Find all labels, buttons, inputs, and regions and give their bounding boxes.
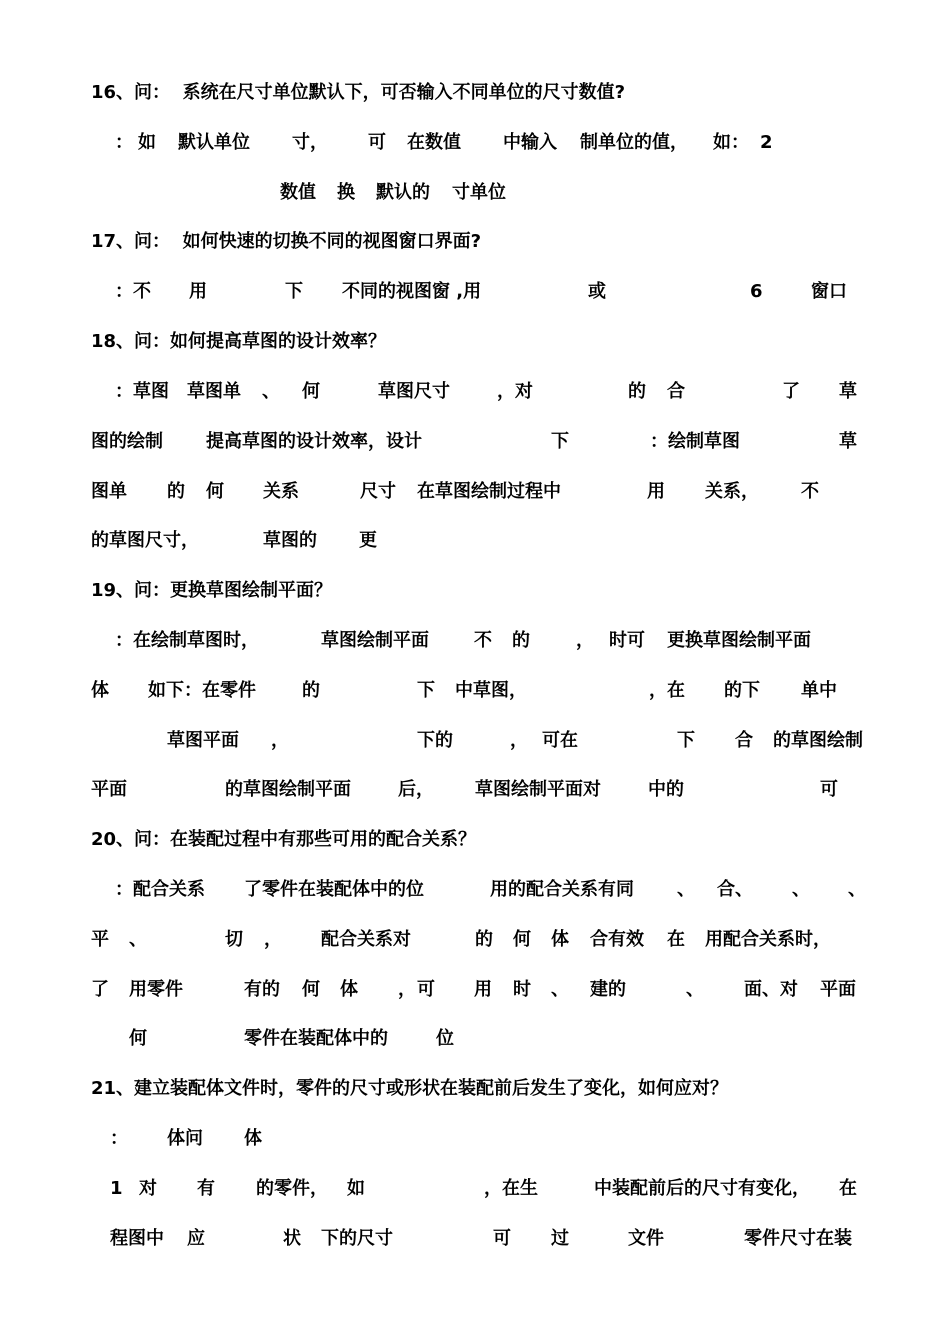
text-segment: 有 — [197, 1178, 215, 1199]
text-segment: 不 — [474, 630, 492, 651]
text-segment: 关系， — [705, 481, 759, 502]
text-segment: 图单 — [91, 481, 127, 502]
text-line-a19-2 — [0, 677, 950, 705]
text-segment: ：不 — [115, 281, 151, 302]
text-segment: 单中 — [801, 680, 837, 701]
text-segment: 零件在装配体中的 — [244, 1028, 388, 1049]
text-segment: 的 — [475, 929, 493, 950]
text-segment: 如 — [347, 1178, 365, 1199]
text-segment: 尺寸 — [360, 481, 396, 502]
text-segment: 、 — [848, 879, 866, 900]
text-segment: 在数值 — [407, 132, 461, 153]
text-segment: 配合关系对 — [321, 929, 411, 950]
text-line-a21-1 — [0, 1125, 950, 1153]
text-segment: 下的 — [417, 730, 453, 751]
text-segment: 在 — [839, 1178, 857, 1199]
text-line-q17 — [0, 228, 950, 256]
text-segment: 的零件， — [256, 1178, 328, 1199]
text-segment: 图的绘制 — [91, 431, 163, 452]
text-segment: 、 — [792, 879, 810, 900]
text-line-a21-2 — [0, 1175, 950, 1203]
text-segment: 中输入 — [503, 132, 557, 153]
text-segment: ：在绘制草图时， — [115, 630, 259, 651]
text-segment: 草图绘制平面对 — [475, 779, 601, 800]
text-segment: 何 — [302, 381, 320, 402]
text-segment: 后， — [398, 779, 434, 800]
text-segment: 时 — [513, 979, 531, 1000]
text-segment: 不同的视图窗 ,用 — [342, 281, 482, 302]
text-segment: 合、 — [717, 879, 753, 900]
text-segment: 面、对 — [744, 979, 798, 1000]
text-line-q20 — [0, 826, 950, 854]
text-segment: 平 — [91, 929, 109, 950]
text-segment: 、 — [551, 979, 569, 1000]
text-segment: 平面 — [91, 779, 127, 800]
text-segment: 体问 — [167, 1128, 203, 1149]
text-segment: ，对 — [497, 381, 533, 402]
text-segment: 中的 — [648, 779, 684, 800]
text-segment: 的草图绘制 — [773, 730, 863, 751]
text-segment: 的 — [628, 381, 646, 402]
text-segment: 数值 — [280, 182, 316, 203]
text-segment: 可 — [368, 132, 386, 153]
text-segment: 有的 — [244, 979, 280, 1000]
text-segment: 6 — [750, 281, 763, 302]
text-segment: 、 — [686, 979, 704, 1000]
text-segment: ，在生 — [484, 1178, 538, 1199]
text-segment: 、 — [129, 929, 147, 950]
text-segment: 合有效 — [590, 929, 644, 950]
text-segment: 21、建立装配体文件时，零件的尺寸或形状在装配前后发生了变化，如何应对？ — [91, 1078, 729, 1099]
text-segment: 过 — [551, 1228, 569, 1249]
text-line-a20-3 — [0, 976, 950, 1004]
text-segment: 草图的 — [263, 530, 317, 551]
text-segment: 、 — [677, 879, 695, 900]
text-line-a17-1 — [0, 278, 950, 306]
text-segment: 在草图绘制过程中 — [417, 481, 561, 502]
text-segment: 如： — [713, 132, 749, 153]
text-segment: ， — [271, 730, 289, 751]
text-segment: 程图中 — [110, 1228, 164, 1249]
text-line-a19-4 — [0, 776, 950, 804]
text-segment: 默认的 — [376, 182, 430, 203]
text-segment: 建的 — [590, 979, 626, 1000]
text-segment: 更 — [359, 530, 377, 551]
text-segment: 的 — [302, 680, 320, 701]
text-segment: 草图绘制平面 — [321, 630, 429, 651]
text-line-a19-3 — [0, 727, 950, 755]
text-segment: 16、问： 系统在尺寸单位默认下，可否输入不同单位的尺寸数值? — [91, 82, 626, 103]
text-line-a20-1 — [0, 876, 950, 904]
text-segment: 可在 — [542, 730, 578, 751]
text-segment: 了零件在装配体中的位 — [244, 879, 424, 900]
text-segment: 草图平面 — [167, 730, 239, 751]
text-segment: 体 — [91, 680, 109, 701]
text-segment: 平面 — [820, 979, 856, 1000]
text-segment: 17、问： 如何快速的切换不同的视图窗口界面? — [91, 231, 482, 252]
text-segment: 位 — [436, 1028, 454, 1049]
text-segment: 体 — [244, 1128, 262, 1149]
text-segment: 1 — [110, 1178, 123, 1199]
text-segment: 时可 — [609, 630, 645, 651]
text-segment: 下 — [551, 431, 569, 452]
text-segment: 下 — [285, 281, 303, 302]
text-segment: 寸单位 — [452, 182, 506, 203]
text-segment: 下 — [417, 680, 435, 701]
text-segment: 的草图尺寸， — [91, 530, 199, 551]
text-segment: 下 — [677, 730, 695, 751]
text-segment: 可 — [493, 1228, 511, 1249]
text-segment: 18、问：如何提高草图的设计效率？ — [91, 331, 387, 352]
text-segment: 零件尺寸在装 — [744, 1228, 852, 1249]
text-segment: 中草图， — [455, 680, 527, 701]
text-segment: 文件 — [628, 1228, 664, 1249]
text-segment: ： — [110, 1128, 128, 1149]
text-segment: 合 — [667, 381, 685, 402]
text-line-q19 — [0, 577, 950, 605]
text-segment: 应 — [187, 1228, 205, 1249]
text-segment: ： — [115, 132, 133, 153]
text-segment: 对 — [139, 1178, 157, 1199]
text-segment: 用 — [189, 281, 207, 302]
text-segment: 可 — [417, 979, 435, 1000]
text-segment: 用 — [474, 979, 492, 1000]
text-segment: ， — [398, 979, 416, 1000]
text-segment: 合 — [735, 730, 753, 751]
text-segment: 草图单 — [187, 381, 241, 402]
text-segment: 中装配前后的尺寸有变化， — [594, 1178, 810, 1199]
text-segment: 窗口 — [811, 281, 847, 302]
text-segment: ， — [510, 730, 528, 751]
text-segment: 了 — [782, 381, 800, 402]
text-segment: 用零件 — [129, 979, 183, 1000]
text-segment: 关系 — [263, 481, 299, 502]
text-segment: 状 — [283, 1228, 301, 1249]
text-segment: 了 — [91, 979, 109, 1000]
text-segment: ，在 — [649, 680, 685, 701]
text-segment: 切 — [225, 929, 243, 950]
text-line-a19-1 — [0, 627, 950, 655]
text-segment: ：草图 — [115, 381, 169, 402]
text-line-a18-1 — [0, 378, 950, 406]
text-segment: ， — [264, 929, 282, 950]
text-line-a16-1 — [0, 129, 950, 157]
text-segment: 提高草图的设计效率，设计 — [206, 431, 422, 452]
text-segment: 下的尺寸 — [321, 1228, 393, 1249]
text-segment: 的 — [167, 481, 185, 502]
text-segment: 在 — [667, 929, 685, 950]
text-segment: 如 — [138, 132, 156, 153]
text-segment: 草图尺寸 — [378, 381, 450, 402]
text-segment: 可 — [820, 779, 838, 800]
text-segment: 不 — [801, 481, 819, 502]
text-segment: ， — [576, 630, 594, 651]
text-segment: 草 — [839, 381, 857, 402]
text-segment: 寸， — [292, 132, 328, 153]
text-segment: 或 — [588, 281, 606, 302]
text-segment: 草 — [839, 431, 857, 452]
text-segment: 用配合关系时， — [705, 929, 831, 950]
text-segment: ：配合关系 — [115, 879, 205, 900]
text-segment: 何 — [513, 929, 531, 950]
text-line-a21-3 — [0, 1225, 950, 1253]
text-line-a18-4 — [0, 527, 950, 555]
text-segment: ：绘制草图 — [650, 431, 740, 452]
text-segment: 、 — [262, 381, 280, 402]
text-line-a20-2 — [0, 926, 950, 954]
text-segment: 何 — [129, 1028, 147, 1049]
text-segment: 默认单位 — [178, 132, 250, 153]
text-segment: 20、问：在装配过程中有那些可用的配合关系？ — [91, 829, 477, 850]
text-segment: 2 — [760, 132, 773, 153]
text-segment: 的草图绘制平面 — [225, 779, 351, 800]
text-segment: 何 — [206, 481, 224, 502]
text-segment: 何 — [302, 979, 320, 1000]
text-segment: 制单位的值， — [580, 132, 688, 153]
text-segment: 如下：在零件 — [148, 680, 256, 701]
text-segment: 用 — [647, 481, 665, 502]
text-line-a18-3 — [0, 478, 950, 506]
text-segment: 的 — [512, 630, 530, 651]
text-line-q16 — [0, 79, 950, 107]
text-segment: 用的配合关系有同 — [490, 879, 634, 900]
text-segment: 换 — [337, 182, 355, 203]
text-line-a18-2 — [0, 428, 950, 456]
text-line-q21 — [0, 1075, 950, 1103]
text-segment: 19、问：更换草图绘制平面？ — [91, 580, 333, 601]
text-segment: 的下 — [724, 680, 760, 701]
text-segment: 体 — [551, 929, 569, 950]
text-line-q18 — [0, 328, 950, 356]
text-segment: 体 — [340, 979, 358, 1000]
text-segment: 更换草图绘制平面 — [667, 630, 811, 651]
text-line-a16-2 — [0, 179, 950, 207]
text-line-a20-4 — [0, 1025, 950, 1053]
